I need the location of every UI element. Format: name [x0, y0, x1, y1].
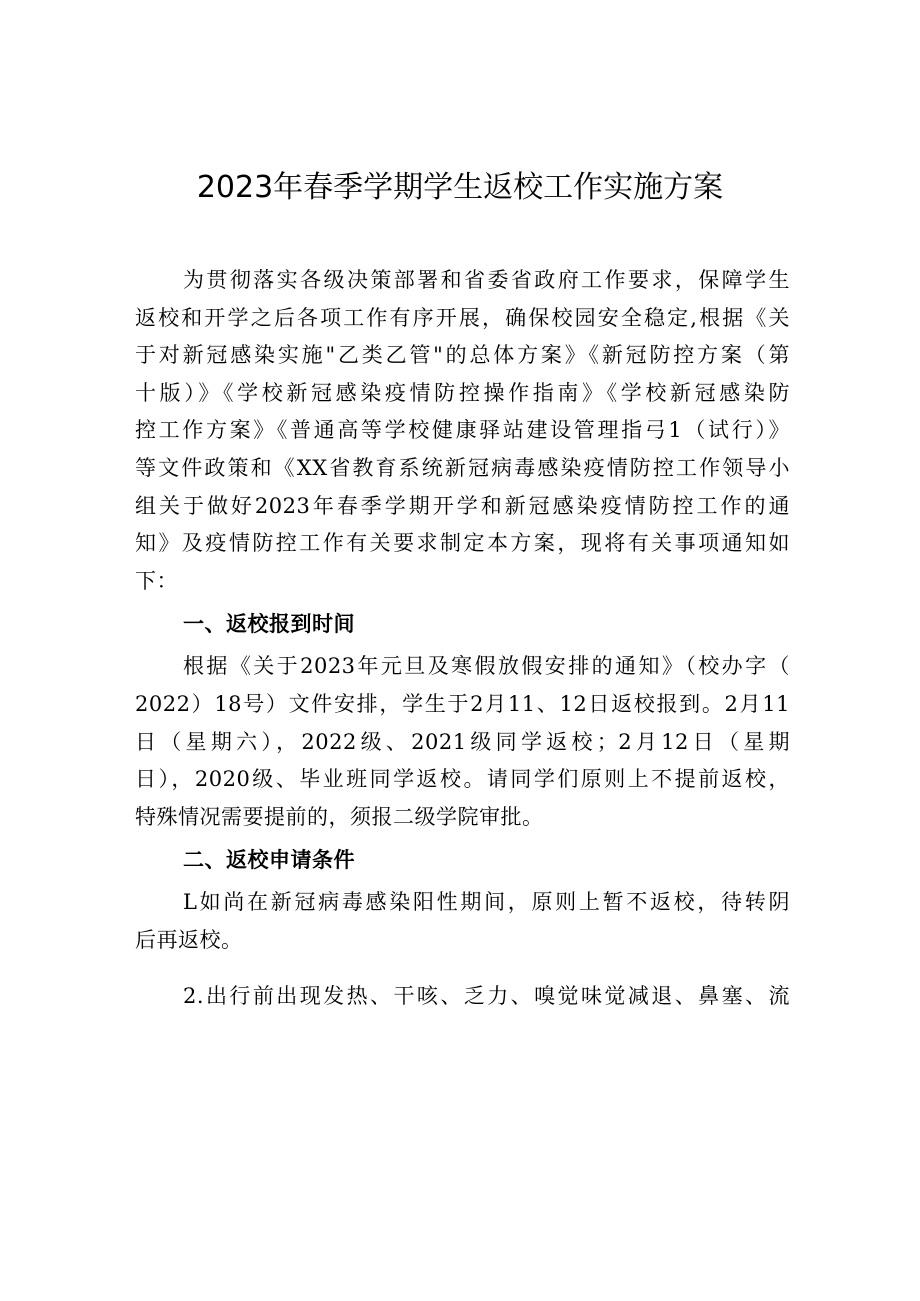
intro-line: 组关于做好2023年春季学期开学和新冠感染疫情防控工作的通 — [135, 493, 790, 518]
document-body — [135, 262, 790, 1015]
section2-item1-line: L如尚在新冠病毒感染阳性期间，原则上暂不返校，待转阴 — [183, 890, 790, 915]
section-heading-return-time: 一、返校报到时间 — [183, 612, 355, 637]
section2-item2 — [135, 978, 790, 1016]
page-title: 2023年春季学期学生返校工作实施方案 — [196, 170, 724, 205]
section1-line: 特殊情况需要提前的，须报二级学院审批。 — [135, 804, 544, 829]
section2-item1-line: 后再返校。 — [135, 927, 243, 952]
intro-line: 于对新冠感染实施"乙类乙管"的总体方案》《新冠防控方案（第 — [135, 343, 790, 368]
section1-paragraph — [135, 648, 790, 836]
paragraph-gap — [135, 960, 790, 978]
intro-line: 知》及疫情防控工作有关要求制定本方案，现将有关事项通知如 — [135, 531, 790, 556]
intro-line: 下： — [135, 568, 178, 593]
intro-paragraph — [135, 262, 790, 600]
section1-line: 根据《关于2023年元旦及寒假放假安排的通知》（校办字（ — [183, 654, 790, 679]
intro-line: 控工作方案》《普通高等学校健康驿站建设管理指弓1（试行）》 — [135, 418, 790, 443]
section2-item1 — [135, 884, 790, 959]
intro-line: 返校和开学之后各项工作有序开展，确保校园安全稳定,根据《关 — [135, 305, 790, 330]
intro-line: 等文件政策和《XX省教育系统新冠病毒感染疫情防控工作领导小 — [135, 455, 790, 480]
section1-line: 日），2020级、毕业班同学返校。请同学们原则上不提前返校， — [135, 767, 790, 792]
intro-line: 为贯彻落实各级决策部署和省委省政府工作要求，保障学生 — [183, 268, 790, 292]
section1-line: 2022）18号）文件安排，学生于2月11、12日返校报到。2月11 — [135, 691, 790, 716]
intro-line: 十版）》《学校新冠感染疫情防控操作指南》《学校新冠感染防 — [135, 380, 790, 405]
section1-line: 日（星期六），2022级、2021级同学返校；2月12日（星期 — [135, 729, 790, 754]
section-heading-return-conditions: 二、返校申请条件 — [183, 848, 355, 873]
section2-item2-line: 2.出行前出现发热、干咳、乏力、嗅觉味觉减退、鼻塞、流 — [183, 983, 790, 1008]
